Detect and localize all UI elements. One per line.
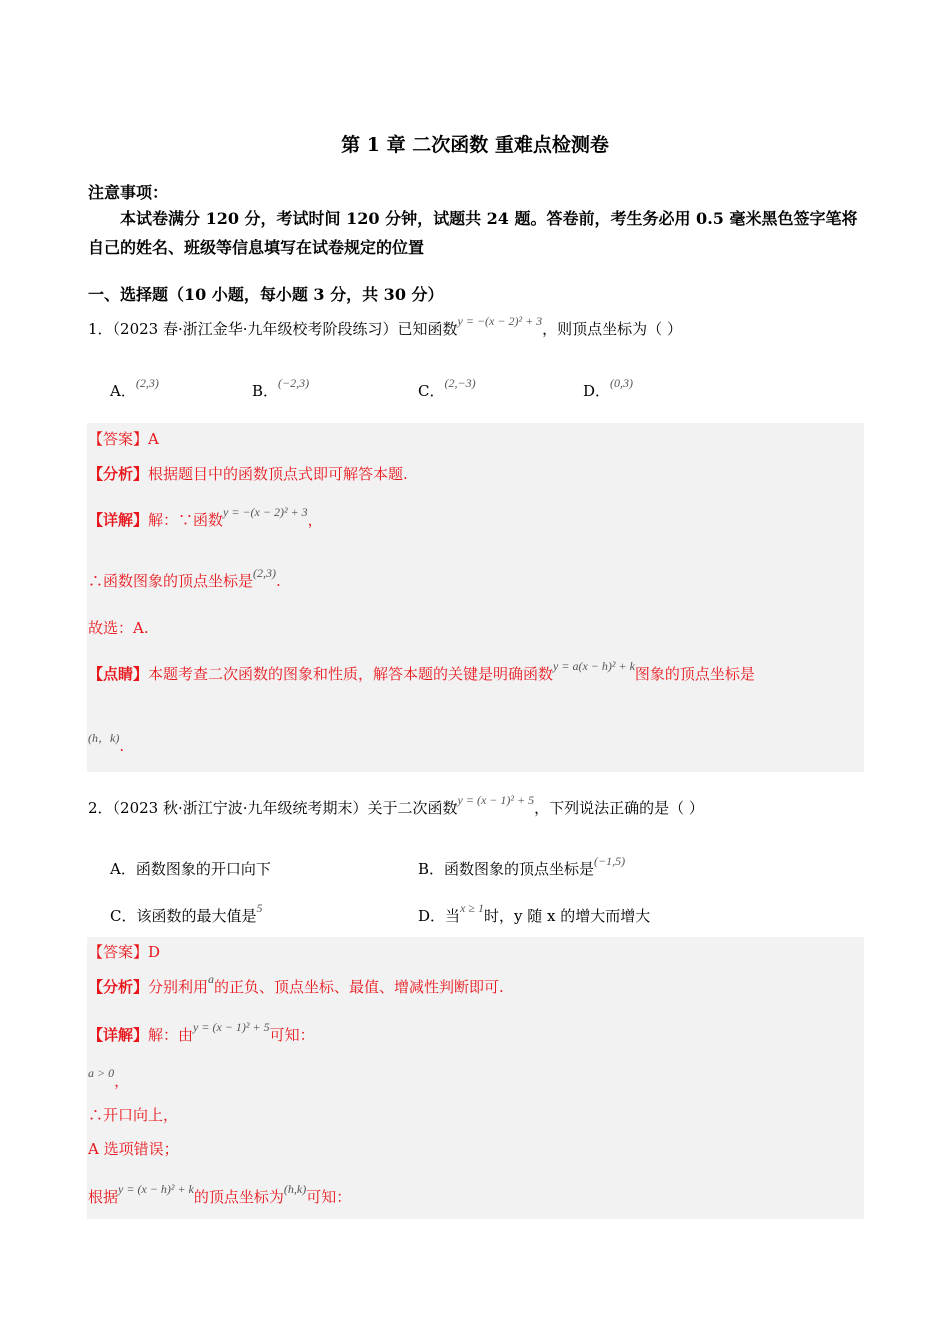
q2-formula: y = (x − 1)² + 5 [457,793,535,807]
q1-detail [88,505,323,530]
detail-text: 解：由 [148,1026,194,1044]
q1-comment-line2 [88,731,125,755]
detail-formula: y = −(x − 2)² + 3 [223,505,308,519]
line-tail: ， [114,1072,130,1090]
line-mid: 的顶点坐标为 [193,1188,284,1206]
q2-stem-tail: ，下列说法正确的是（ ） [534,799,704,817]
detail-formula: y = (x − 1)² + 5 [193,1020,270,1034]
option-value: (0,3) [610,376,634,390]
q1-comment [88,659,755,684]
option-value: 5 [256,901,263,915]
detail-tail: 可知： [269,1026,315,1044]
q2-option-b [418,854,626,879]
analysis-tail: 的正负、顶点坐标、最值、增减性判断即可. [214,978,504,996]
q1-option-d [583,376,634,401]
q1-analysis [88,463,408,484]
comment-value: (h，k) [88,731,120,745]
vertex-tail: . [276,572,281,590]
analysis-tag: 【分析】 [88,465,149,483]
q2-answer: 【答案】D [88,943,161,961]
q2-stem-text: 2．（2023 秋·浙江宁波·九年级统考期末）关于二次函数 [88,799,458,817]
detail-tag: 【详解】 [88,1026,149,1044]
analysis-tag: 【分析】 [88,978,149,996]
comment-end: . [119,737,125,755]
vertex-text: ∴函数图象的顶点坐标是 [88,572,254,590]
q2-line-a-positive [88,1066,130,1091]
q2-line-vertex [88,1182,352,1207]
notice-heading: 注意事项： [88,183,169,202]
comment-tail: 图象的顶点坐标是 [634,665,755,683]
line-math: a > 0 [88,1066,115,1080]
q2-option-c [110,901,263,926]
q1-stem-text: 1．（2023 春·浙江金华·九年级校考阶段练习）已知函数 [88,320,458,338]
option-value: (−2,3) [278,376,310,390]
option-value: (2,−3) [444,376,476,390]
q2-analysis [88,972,504,997]
option-label: B． [252,382,279,400]
question-2-stem [88,793,704,818]
line-formula: y = (x − h)² + k [118,1182,194,1196]
q1-vertex-line [88,566,281,591]
q2-option-a: A．函数图象的开口向下 [110,860,271,878]
option-label: D． [583,382,611,400]
q2-line-open-up: ∴开口向上， [88,1106,179,1124]
vertex-value: (2,3) [253,566,277,580]
analysis-math: a [208,972,215,986]
detail-text: 解：∵函数 [148,511,224,529]
comment-tag: 【点睛】 [88,665,149,683]
question-1-stem [88,314,682,339]
q2-detail [88,1020,315,1045]
q1-answer: 【答案】A [88,430,159,448]
q1-option-a [110,376,159,401]
q2-line-a-wrong: A 选项错误； [88,1140,179,1158]
page-title: 第 1 章 二次函数 重难点检测卷 [341,134,609,156]
q1-stem-tail: ，则顶点坐标为（ ） [542,320,682,338]
option-math: x ≥ 1 [460,901,484,915]
comment-text: 本题考查二次函数的图象和性质，解答本题的关键是明确函数 [148,665,554,683]
q1-choose: 故选：A. [88,619,149,637]
q2-option-d [418,901,651,926]
notice-body: 本试卷满分 120 分，考试时间 120 分钟，试题共 24 题。答卷前，考生务必用 0.5 毫米黑色签字笔将自己的姓名、班级等信息填写在试卷规定的位置 [88,209,858,257]
option-value: (2,3) [135,376,159,390]
analysis-text: 根据题目中的函数顶点式即可解答本题. [148,465,408,483]
comment-formula: y = a(x − h)² + k [553,659,635,673]
analysis-text: 分别利用 [148,978,209,996]
detail-tag: 【详解】 [88,511,149,529]
option-text: C．该函数的最大值是 [110,907,257,925]
option-label: A． [110,382,136,400]
line-text: 根据 [88,1188,119,1206]
line-value: (h,k) [283,1182,307,1196]
q1-option-b [252,376,310,401]
q1-formula: y = −(x − 2)² + 3 [457,314,543,328]
q1-option-c [418,376,476,401]
option-label: C． [418,382,445,400]
option-text: D．当 [418,907,461,925]
line-tail: 可知： [306,1188,352,1206]
section-heading: 一、选择题（10 小题，每小题 3 分，共 30 分） [88,285,444,304]
option-value: (−1,5) [594,854,626,868]
option-text: B．函数图象的顶点坐标是 [418,860,595,878]
detail-tail: ， [307,511,323,529]
option-tail: 时，y 随 x 的增大而增大 [483,907,651,925]
